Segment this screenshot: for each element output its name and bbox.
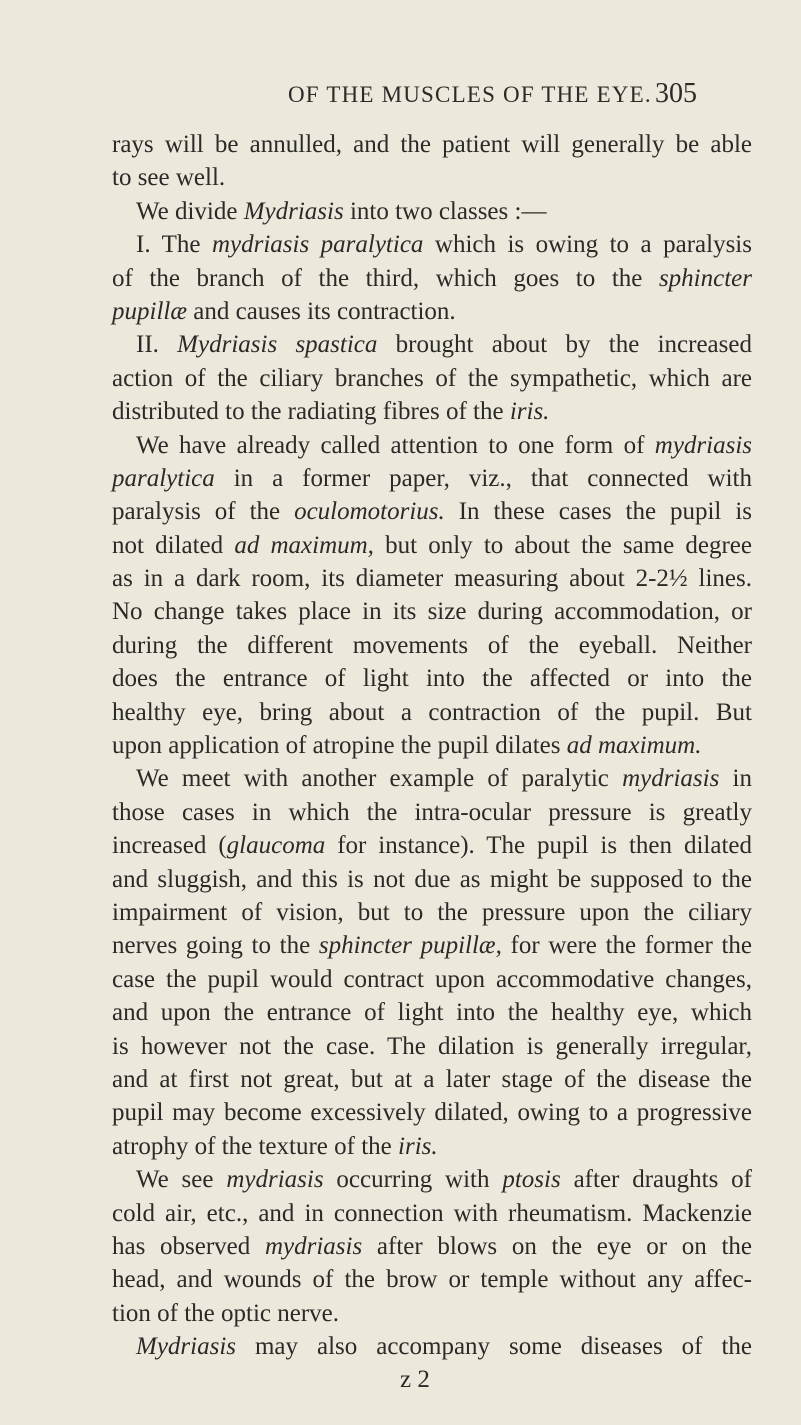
text-line: to see well. bbox=[112, 164, 226, 192]
text-line: impairment of vision, but to the pressure upon the ciliary bbox=[112, 898, 752, 926]
text-line: We meet with another example of paralytic mydriasis in bbox=[136, 765, 752, 793]
text-line: upon application of atropine the pupil dilates ad maximum. bbox=[112, 732, 702, 760]
text-line: pupillæ and causes its contraction. bbox=[112, 297, 456, 325]
text-line: paralysis of the oculomotorius. In these cases the pupil is bbox=[112, 498, 752, 526]
body-text bbox=[112, 128, 752, 1396]
signature-mark: z 2 bbox=[400, 1366, 430, 1394]
text-line: is however not the case. The dilation is generally irregular, bbox=[112, 1032, 752, 1060]
text-line: rays will be annulled, and the patient will generally be able bbox=[112, 131, 752, 158]
text-line: distributed to the radiating fibres of the iris. bbox=[112, 398, 550, 426]
text-line: during the different movements of the eyeball. Neither bbox=[112, 631, 752, 659]
text-line: as in a dark room, its diameter measuring about 2-2½ lines. bbox=[112, 565, 752, 593]
text-line: those cases in which the intra-ocular pressure is greatly bbox=[112, 798, 752, 826]
text-line: tion of the optic nerve. bbox=[112, 1299, 340, 1327]
text-line: nerves going to the sphincter pupillæ, for were the former the bbox=[112, 932, 753, 960]
text-line: action of the ciliary branches of the sympathetic, which are bbox=[112, 364, 752, 392]
running-title: OF THE MUSCLES OF THE EYE. bbox=[288, 82, 652, 107]
page-number: 305 bbox=[655, 78, 697, 109]
running-head bbox=[0, 78, 801, 112]
text-line: pupil may become excessively dilated, owing to a progressive bbox=[112, 1099, 752, 1127]
text-line: head, and wounds of the brow or temple without any affec- bbox=[112, 1266, 752, 1294]
text-line: We have already called attention to one form of mydriasis bbox=[136, 431, 752, 459]
text-line: We divide Mydriasis into two classes :— bbox=[136, 197, 547, 225]
text-line: and upon the entrance of light into the healthy eye, which bbox=[112, 999, 752, 1027]
text-line: II. Mydriasis spastica brought about by the increased bbox=[136, 331, 752, 359]
text-line: healthy eye, bring about a contraction of the pupil. But bbox=[112, 698, 752, 726]
text-line: We see mydriasis occurring with ptosis after draughts of bbox=[136, 1166, 752, 1194]
text-line: and sluggish, and this is not due as might be supposed to the bbox=[112, 865, 752, 893]
text-line: and at first not great, but at a later stage of the disease the bbox=[112, 1065, 752, 1093]
text-line: No change takes place in its size during accommodation, or bbox=[112, 598, 752, 626]
text-line: case the pupil would contract upon accommodative changes, bbox=[112, 965, 752, 993]
text-line: atrophy of the texture of the iris. bbox=[112, 1132, 438, 1160]
text-line: paralytica in a former paper, viz., that connected with bbox=[112, 464, 752, 492]
text-line: does the entrance of light into the affected or into the bbox=[112, 665, 752, 693]
text-line: not dilated ad maximum, but only to about the same degree bbox=[112, 531, 752, 559]
text-line: cold air, etc., and in connection with rheumatism. Mackenzie bbox=[112, 1199, 752, 1227]
text-line: I. The mydriasis paralytica which is owing to a paralysis bbox=[136, 231, 752, 259]
text-line: Mydriasis may also accompany some diseases of the bbox=[136, 1333, 752, 1361]
text-line: of the branch of the third, which goes to the sphincter bbox=[112, 264, 752, 292]
text-line: has observed mydriasis after blows on the eye or on the bbox=[112, 1232, 752, 1260]
text-line: increased (glaucoma for instance). The pupil is then dilated bbox=[112, 832, 752, 860]
